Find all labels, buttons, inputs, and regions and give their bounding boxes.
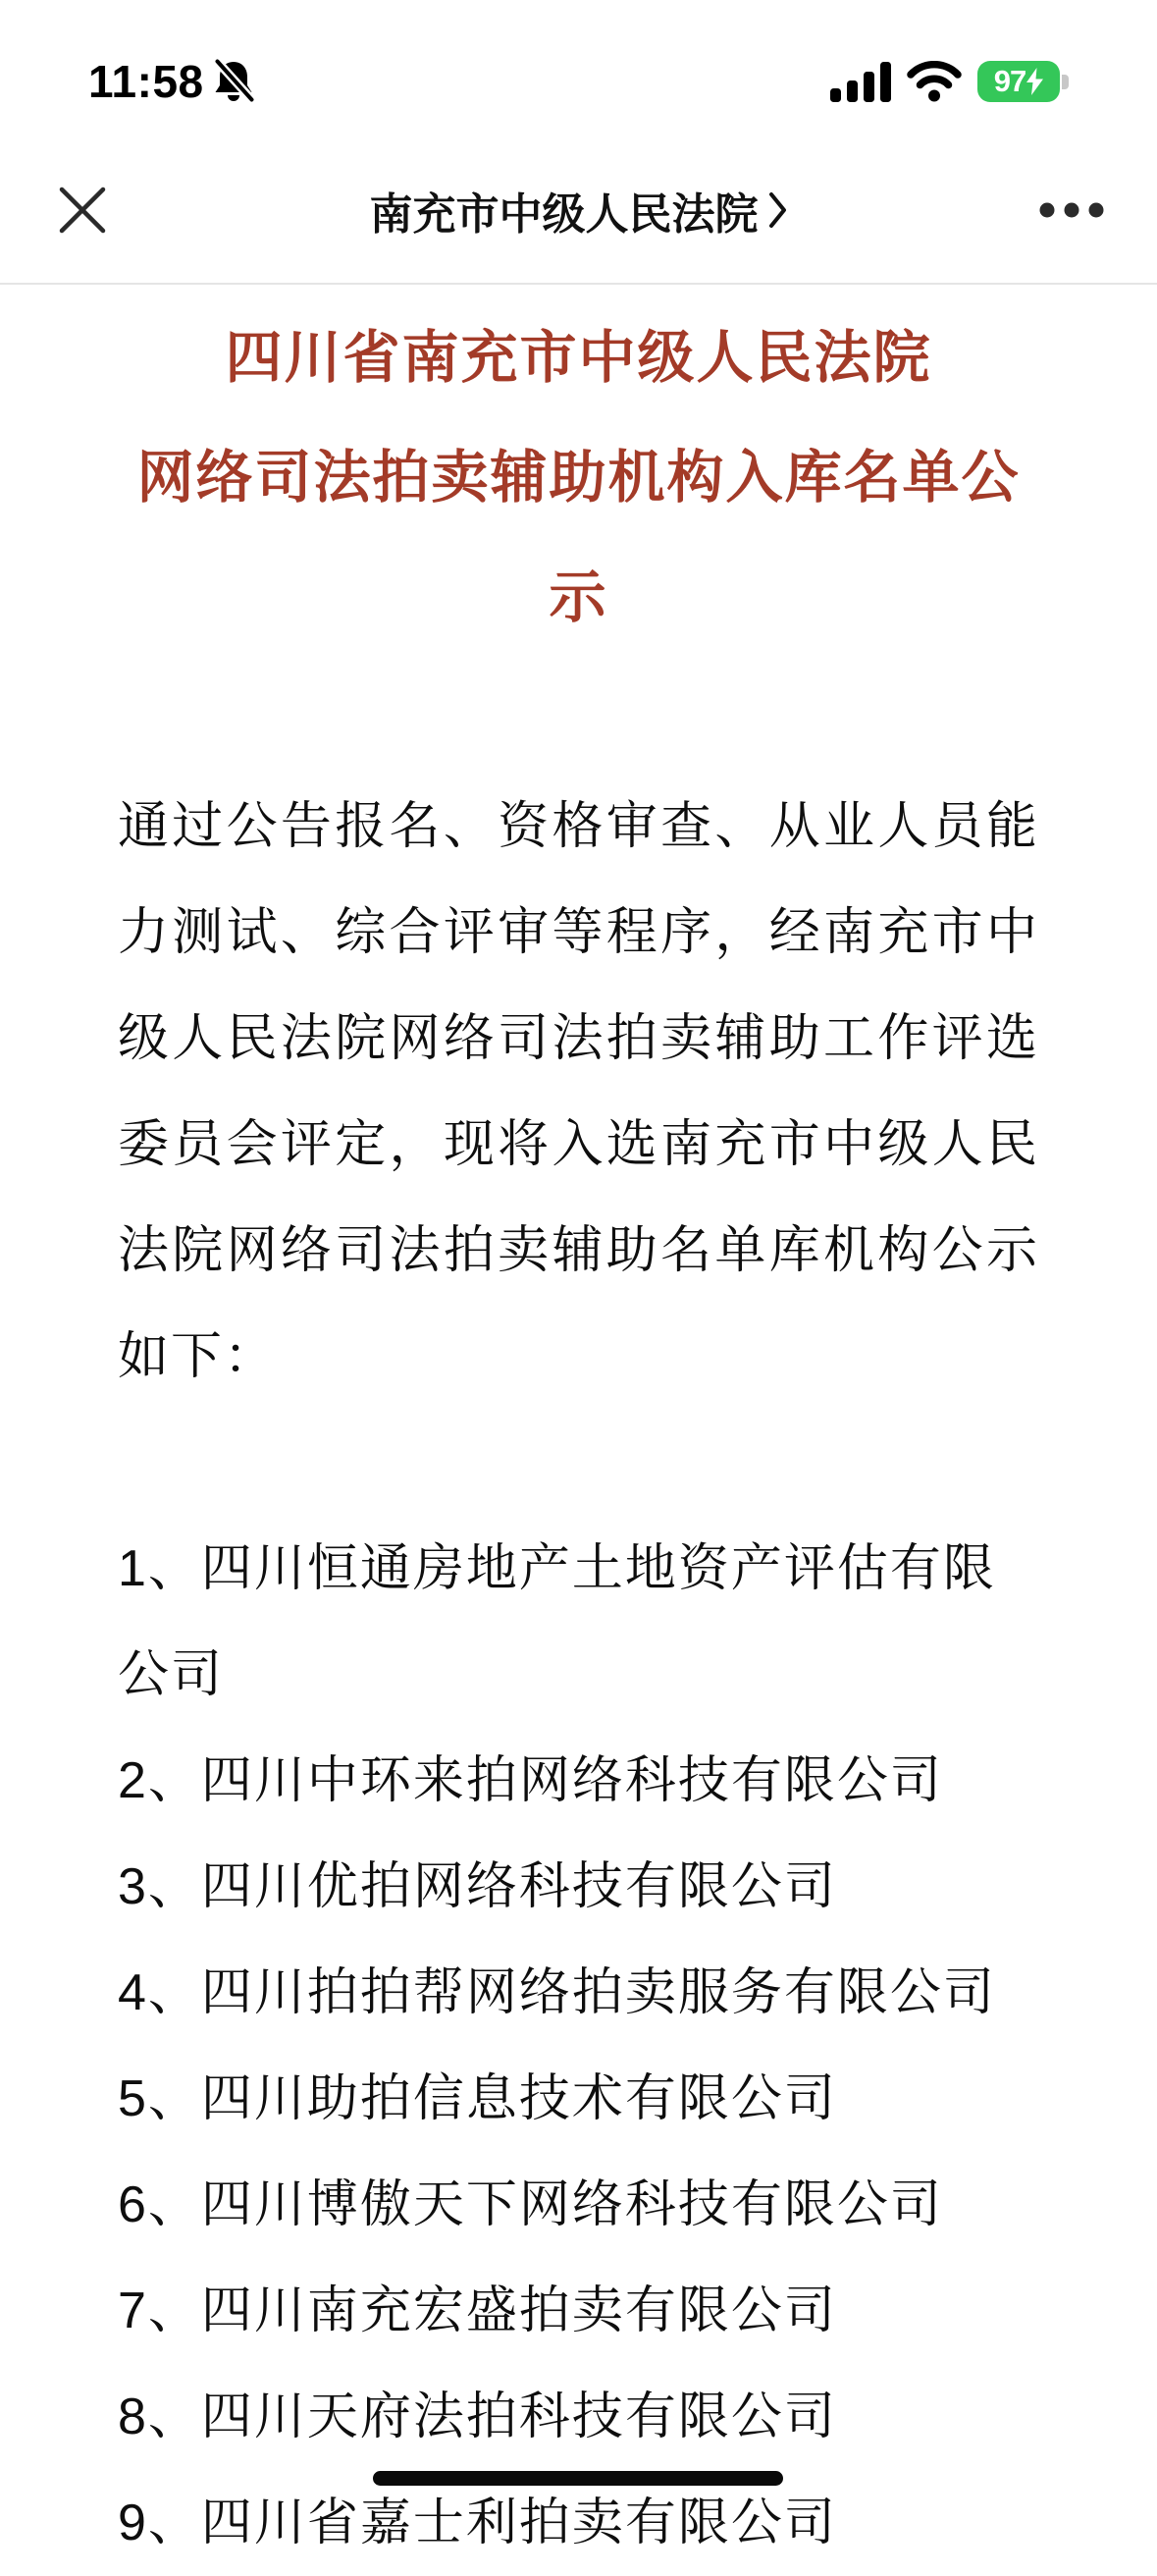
battery-icon: [977, 61, 1069, 102]
status-bar: [0, 0, 1157, 137]
list-item: 1、四川恒通房地产土地资产评估有限公司: [118, 1540, 996, 1703]
list-item: 3、四川优拍网络科技有限公司: [118, 1858, 837, 1915]
list-item: 9、四川省嘉士利拍卖有限公司: [118, 2495, 837, 2551]
list-item: 6、四川博傲天下网络科技有限公司: [118, 2176, 943, 2233]
close-button[interactable]: [59, 187, 106, 234]
nav-bar: [0, 137, 1157, 285]
status-time: 11:58: [88, 56, 204, 107]
close-icon: [59, 187, 106, 234]
notifications-silenced-icon: [212, 58, 255, 105]
more-options-button[interactable]: [1039, 201, 1104, 219]
list-item: 4、四川拍拍帮网络拍卖服务有限公司: [118, 1964, 996, 2021]
article-title-line1: 四川省南充市中级人民法院: [225, 326, 932, 390]
list-item: 8、四川天府法拍科技有限公司: [118, 2388, 837, 2445]
cellular-signal-icon: [830, 61, 891, 102]
article-intro: 通过公告报名、资格审查、从业人员能力测试、综合评审等程序，经南充市中级人民法院网络司法拍卖辅助工作评选委员会评定，现将入选南充市中级人民法院网络司法拍卖辅助名单库机构公示如下：: [118, 798, 1039, 1385]
list-item: 2、四川中环来拍网络科技有限公司: [118, 1752, 943, 1809]
institution-list: [118, 1516, 1039, 2576]
battery-percent: 97: [993, 64, 1026, 98]
list-item: 7、四川南充宏盛拍卖有限公司: [118, 2282, 837, 2339]
charging-bolt-icon: [1026, 68, 1043, 95]
list-item: 5、四川助拍信息技术有限公司: [118, 2070, 837, 2127]
ellipsis-icon: [1039, 201, 1104, 219]
home-indicator[interactable]: [373, 2471, 783, 2486]
article-title-line2: 网络司法拍卖辅助机构入库名单公示: [136, 446, 1021, 629]
account-title: 南充市中级人民法院: [369, 190, 759, 239]
article-title: [118, 298, 1039, 658]
account-title-link[interactable]: [370, 179, 788, 242]
chevron-right-icon: [768, 188, 788, 232]
wifi-icon: [907, 61, 962, 102]
article-body: [0, 298, 1157, 2576]
